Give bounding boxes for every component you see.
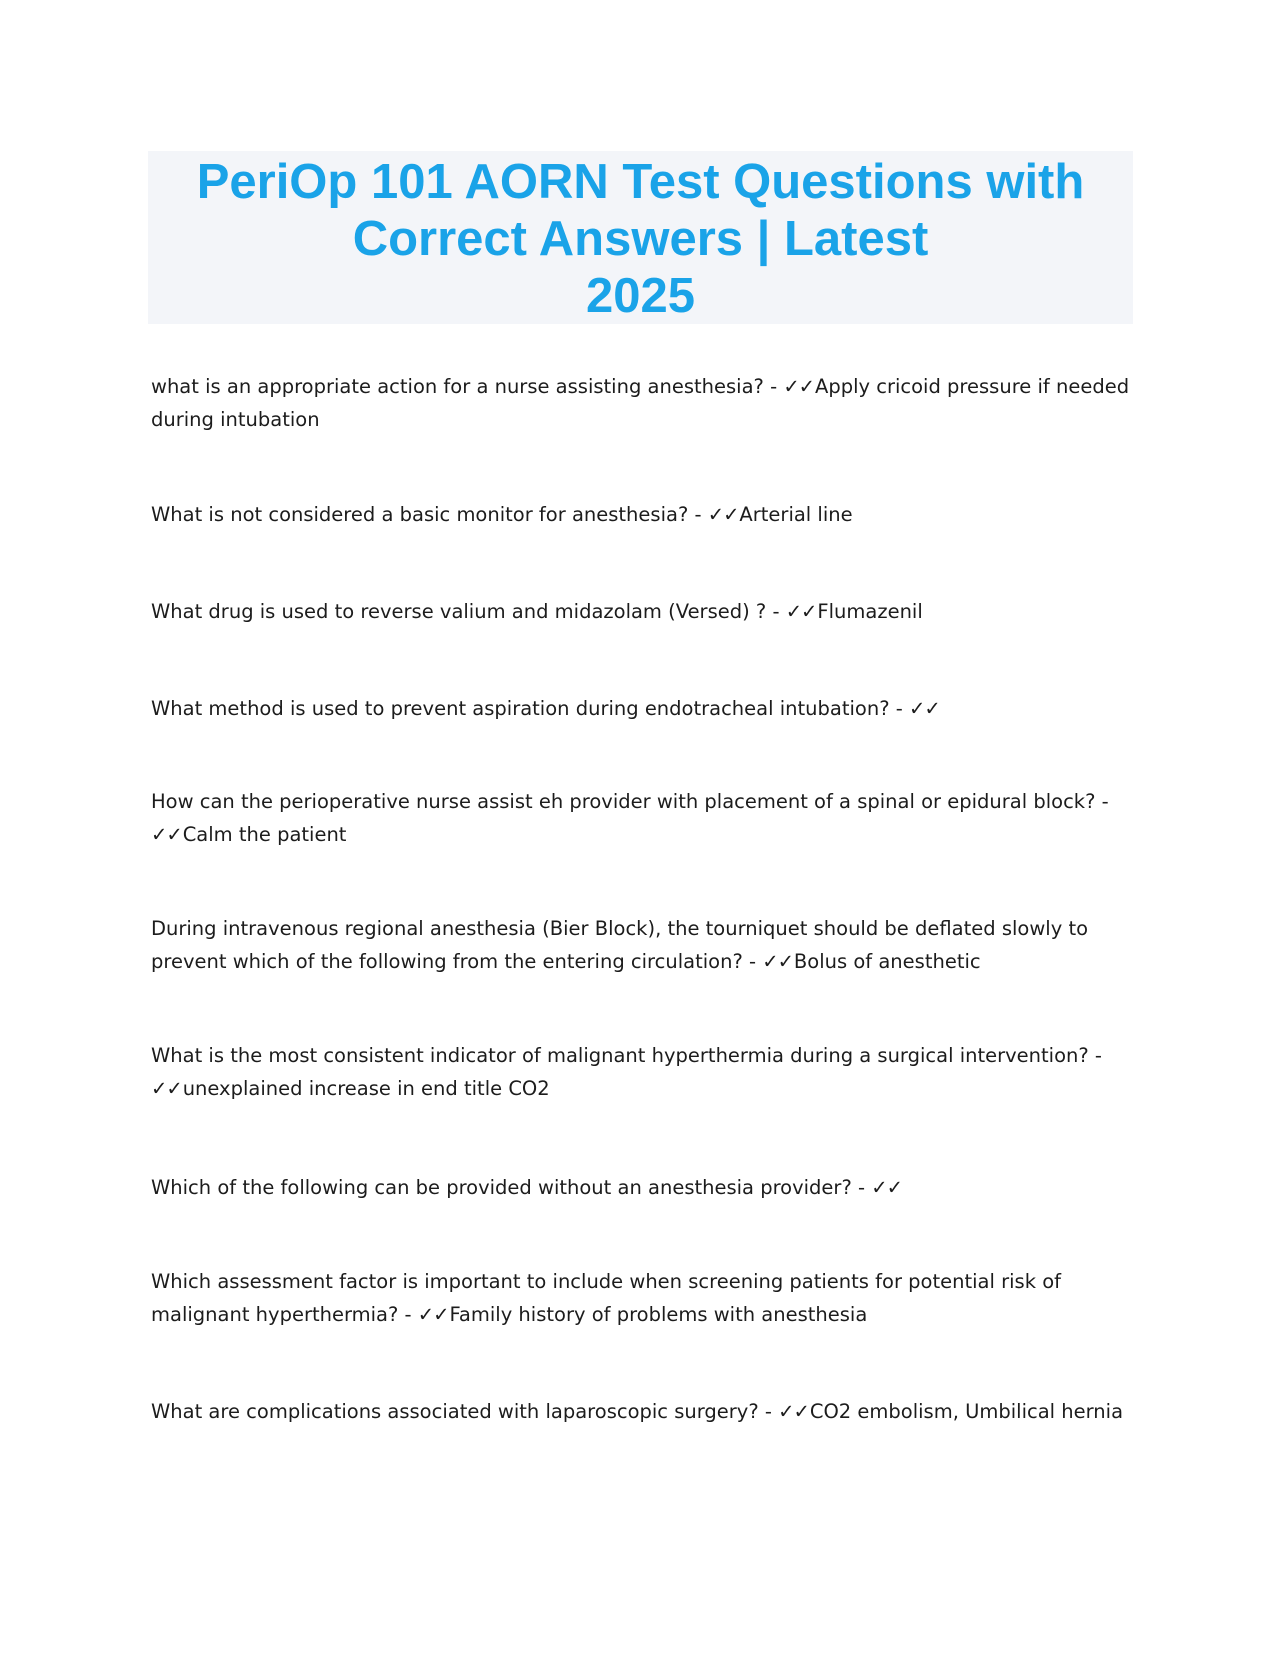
- question-item-10: [151, 1395, 1141, 1428]
- question-item-7: [151, 1039, 1141, 1105]
- question-text: Which of the following can be provided without an anesthesia provider? -: [151, 1176, 866, 1199]
- question-item-8: [151, 1171, 1141, 1204]
- question-item-3: [151, 595, 1141, 628]
- question-item-9: [151, 1265, 1141, 1331]
- document-title-line-1: PeriOp 101 AORN Test Questions with: [196, 155, 1085, 209]
- double-check-icon: ✓✓: [417, 1303, 449, 1326]
- answer-text: Flumazenil: [817, 600, 923, 623]
- question-text: what is an appropriate action for a nurse assisting anesthesia? -: [151, 375, 778, 398]
- question-text: What method is used to prevent aspiration during endotracheal intubation? -: [151, 697, 903, 720]
- answer-text: Arterial line: [739, 503, 853, 526]
- title-box: [148, 151, 1133, 324]
- answer-text: Apply cricoid pressure if needed during intubation: [151, 375, 1130, 431]
- question-text: What drug is used to reverse valium and midazolam (Versed) ? -: [151, 600, 780, 623]
- double-check-icon: ✓✓: [151, 1077, 182, 1100]
- question-text: During intravenous regional anesthesia (Bier Block), the tourniquet should be deflated slowly to prevent which of the following from the entering circulation? -: [151, 917, 1089, 973]
- double-check-icon: ✓✓: [908, 697, 940, 720]
- double-check-icon: ✓✓: [871, 1176, 902, 1199]
- question-text: What is the most consistent indicator of malignant hyperthermia during a surgical intervention? -: [151, 1044, 1102, 1067]
- double-check-icon: ✓✓: [783, 375, 814, 398]
- question-text: Which assessment factor is important to include when screening patients for potential risk of malignant hyperthermia? -: [151, 1270, 1061, 1326]
- question-text: How can the perioperative nurse assist eh provider with placement of a spinal or epidural block? -: [151, 790, 1109, 813]
- double-check-icon: ✓✓: [707, 503, 739, 526]
- answer-text: Family history of problems with anesthesia: [449, 1303, 868, 1326]
- question-item-1: [151, 370, 1141, 436]
- question-item-2: [151, 498, 1141, 531]
- answer-text: CO2 embolism, Umbilical hernia: [809, 1400, 1124, 1423]
- double-check-icon: ✓✓: [762, 950, 793, 973]
- answer-text: Bolus of anesthetic: [793, 950, 981, 973]
- double-check-icon: ✓✓: [151, 823, 182, 846]
- question-item-5: [151, 785, 1141, 851]
- document-title-line-3: 2025: [585, 269, 695, 323]
- question-item-4: [151, 692, 1141, 725]
- answer-text: unexplained increase in end title CO2: [182, 1077, 550, 1100]
- document-title-line-2: Correct Answers | Latest: [352, 212, 929, 266]
- question-text: What are complications associated with laparoscopic surgery? -: [151, 1400, 772, 1423]
- double-check-icon: ✓✓: [778, 1400, 809, 1423]
- question-text: What is not considered a basic monitor for anesthesia? -: [151, 503, 702, 526]
- double-check-icon: ✓✓: [785, 600, 817, 623]
- answer-text: Calm the patient: [182, 823, 347, 846]
- question-item-6: [151, 912, 1141, 978]
